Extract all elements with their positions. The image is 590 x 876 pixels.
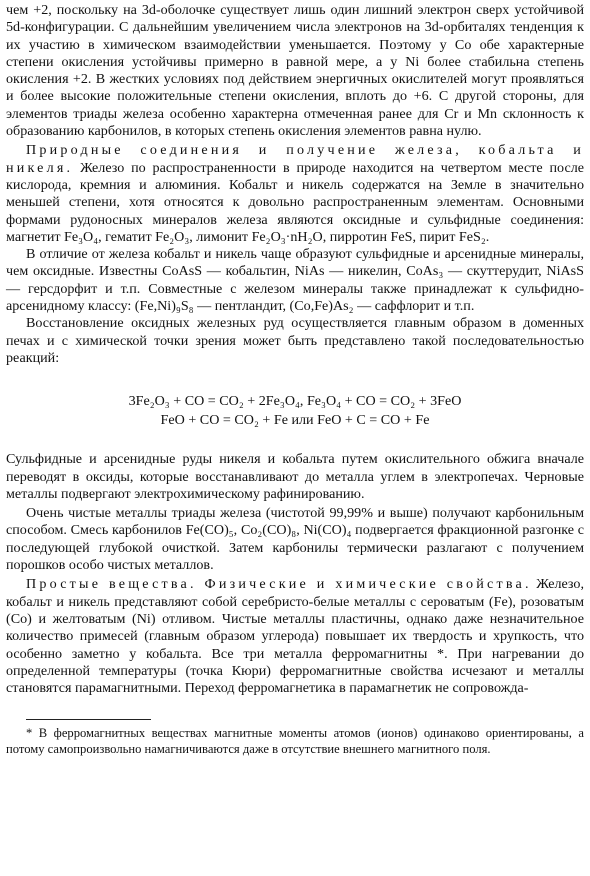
- paragraph-natural-compounds-body: Железо по распространенности в природе находится на четвертом месте после кислорода, кремния и алюминия. Кобальт и никель содержатся на Земле в значительно меньшей степени, хотя относятся к довольно распространенным элементам. Основными формами рудоносных минералов железа являются оксидные и сульфидные соединения: магнетит Fe₃O₄, гематит Fe₂O₃, лимонит Fe₂O₃·nH₂O, пирротин FeS, пирит FeS₂.: [6, 159, 584, 245]
- paragraph-simple-substances: [6, 576, 584, 697]
- reaction-equations: [6, 392, 584, 429]
- footnote: * В ферромагнитных веществах магнитные моменты атомов (ионов) одинаково ориентированы, а потому самопроизвольно намагничиваются даже в отсутствие внешнего магнитного поля.: [6, 726, 584, 756]
- paragraph-oxidation-states: чем +2, поскольку на 3d-оболочке существует лишь один лишний электрон сверх устойчивой 5d-конфигурации. С дальнейшим увеличением числа электронов на 3d-орбиталях тенденция к их участию в химическом взаимодействии уменьшается. Поэтому у Co обе характерные степени окисления устойчивы примерно в равной мере, а у Ni более стабильна степень окисления +2. В жестких условиях под действием энергичных окислителей могут проявляться и более высокие положительные степени окисления, вплоть до +6. С другой стороны, для элементов триады железа особенно характерна отмеченная ранее для Cr и Mn склонность к образованию карбонилов, в которых степень окисления элементов равна нулю.: [6, 2, 584, 140]
- equation-line-2: FeO + CO = CO₂ + Fe или FeO + C = CO + Fe: [160, 411, 430, 428]
- equation-line-1: 3Fe₂O₃ + CO = CO₂ + 2Fe₃O₄, Fe₃O₄ + CO = CO₂ + 3FeO: [128, 393, 462, 410]
- paragraph-sulfide-ores: Сульфидные и арсенидные руды никеля и кобальта путем окислительного обжига вначале переводят в оксиды, которые восстанавливают до металла углем в электропечах. Черновые металлы подвергают электрохимическому рафинированию.: [6, 451, 584, 502]
- paragraph-natural-compounds: [6, 142, 584, 246]
- paragraph-cobalt-nickel-minerals: В отличие от железа кобальт и никель чаще образуют сульфидные и арсенидные минералы, чем оксидные. Известны CoAsS — кобальтин, NiAs — никелин, CoAs₃ — скуттерудит, NiAsS — герсдорфит и т.п. Совместные с железом минералы также принадлежат к сульфидно-арсенидному классу: (Fe,Ni)₉S₈ — пентландит, (Co,Fe)As₂ — саффлорит и т.п.: [6, 246, 584, 315]
- section-heading-natural-compounds: Природные соединения и получение железа, кобальта и никеля.: [6, 142, 584, 176]
- section-heading-simple-substances: Простые вещества. Физические и химические свойства.: [26, 576, 532, 593]
- paragraph-carbonyl-method: Очень чистые металлы триады железа (чистотой 99,99% и выше) получают карбонильным способом. Смесь карбонилов Fe(CO)₅, Co₂(CO)₈, Ni(CO)₄ подвергается фракционной разгонке с последующей глубокой очисткой. Затем карбонилы термически разлагают с получением порошков особо чистых металлов.: [6, 505, 584, 574]
- paragraph-ore-reduction: Восстановление оксидных железных руд осуществляется главным образом в доменных печах и с химической точки зрения может быть представлено такой последовательностью реакций:: [6, 315, 584, 366]
- footnote-divider: [26, 719, 151, 720]
- paragraph-simple-substances-body: Железо, кобальт и никель представляют собой серебристо-белые металлы с сероватым (Fe), розоватым (Co) и желтоватым (Ni) отливом. Чистые металлы пластичны, однако даже незначительное количество примесей (главным образом углерода) повышает их твердость и хрупкость, что особенно заметно у кобальта. Все три металла ферромагнитны *. При нагревании до определенной температуры (точка Кюри) ферромагнитные свойства исчезают и металлы становятся парамагнитными. Переход ферромагнетика в парамагнетик не сопровожда-: [6, 576, 584, 697]
